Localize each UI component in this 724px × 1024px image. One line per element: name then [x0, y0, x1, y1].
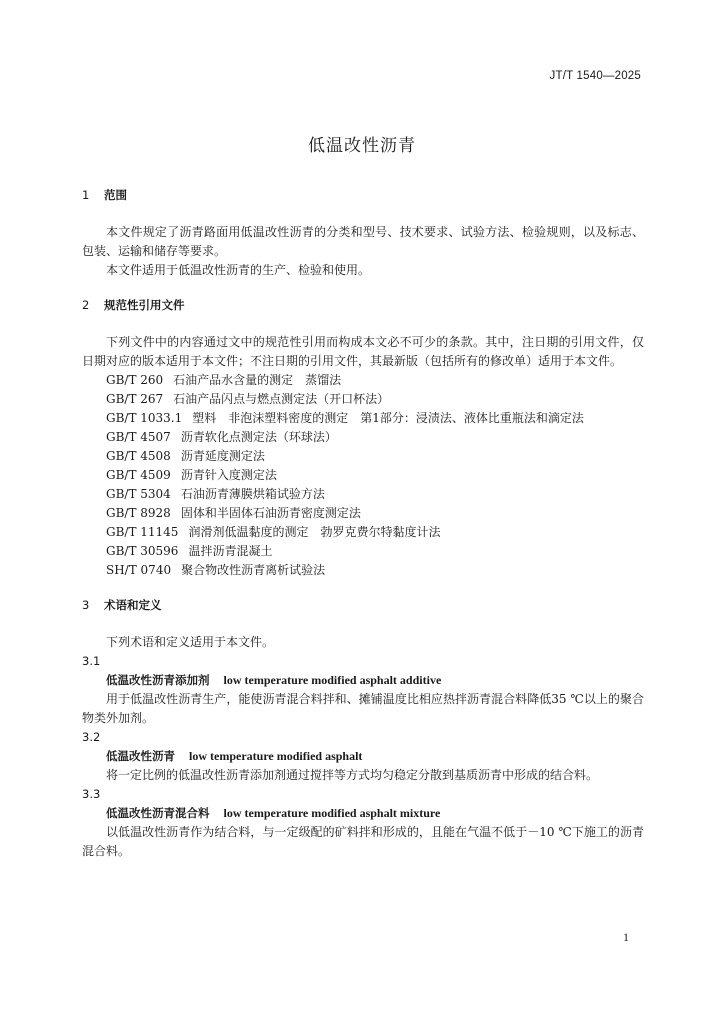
reference-item [82, 485, 644, 504]
term-number: 3.3 [82, 787, 101, 801]
term-chinese: 低温改性沥青混合料 [106, 806, 210, 820]
reference-code: GB/T 267 [106, 392, 164, 406]
section-normative-references [82, 296, 644, 580]
term-definition: 用于低温改性沥青生产，能使沥青混合料拌和、摊铺温度比相应热拌沥青混合料降低35 ℃以上的聚合物类外加剂。 [82, 692, 644, 725]
section-title: 规范性引用文件 [104, 298, 185, 312]
reference-item [82, 504, 644, 523]
reference-title: 沥青软化点测定法（环球法） [180, 430, 337, 444]
term-number: 3.1 [82, 654, 101, 668]
term-english: low temperature modified asphalt [189, 749, 363, 763]
paragraph: 下列文件中的内容通过文中的规范性引用而构成本文必不可少的条款。其中，注日期的引用文件，仅日期对应的版本适用于本文件；不注日期的引用文件，其最新版（包括所有的修改单）适用于本文件。 [82, 335, 644, 368]
section-number: 2 [82, 298, 90, 312]
reference-item [82, 409, 644, 428]
reference-code: GB/T 30596 [106, 544, 179, 558]
standard-code: JT/T 1540—2025 [549, 70, 641, 82]
reference-title: 沥青延度测定法 [180, 449, 265, 463]
reference-title: 塑料 非泡沫塑料密度的测定 第1部分：浸渍法、液体比重瓶法和滴定法 [192, 411, 584, 425]
reference-item [82, 466, 644, 485]
reference-item [82, 390, 644, 409]
reference-code: SH/T 0740 [106, 563, 172, 577]
reference-item [82, 447, 644, 466]
reference-list [82, 371, 644, 580]
reference-item [82, 428, 644, 447]
reference-title: 润滑剂低温黏度的测定 勃罗克费尔特黏度计法 [188, 525, 441, 539]
term-definition: 以低温改性沥青作为结合料，与一定级配的矿料拌和形成的，且能在气温不低于－10 ℃下施工的沥青混合料。 [82, 825, 644, 858]
reference-title: 石油沥青薄膜烘箱试验方法 [180, 487, 325, 501]
section-heading [82, 596, 644, 615]
reference-title: 石油产品水含量的测定 蒸馏法 [173, 373, 342, 387]
reference-title: 温拌沥青混凝土 [188, 544, 273, 558]
section-number: 1 [82, 188, 90, 202]
reference-item [82, 523, 644, 542]
section-heading [82, 296, 644, 315]
document-body [82, 186, 644, 877]
reference-title: 固体和半固体石油沥青密度测定法 [180, 506, 361, 520]
reference-title: 聚合物改性沥青离析试验法 [181, 563, 326, 577]
section-heading [82, 186, 644, 205]
reference-code: GB/T 8928 [106, 506, 171, 520]
reference-code: GB/T 11145 [106, 525, 179, 539]
document-title: 低温改性沥青 [308, 136, 416, 156]
reference-item [82, 561, 644, 580]
term-entry [82, 652, 644, 728]
term-entry [82, 728, 644, 785]
term-english: low temperature modified asphalt mixture [223, 806, 441, 820]
term-entry [82, 785, 644, 861]
section-title: 范围 [104, 188, 127, 202]
term-english: low temperature modified asphalt additive [223, 673, 442, 687]
term-chinese: 低温改性沥青添加剂 [106, 673, 210, 687]
reference-code: GB/T 260 [106, 373, 164, 387]
term-definition: 将一定比例的低温改性沥青添加剂通过搅拌等方式均匀稳定分散到基质沥青中形成的结合料。 [106, 768, 599, 782]
paragraph: 本文件规定了沥青路面用低温改性沥青的分类和型号、技术要求、试验方法、检验规则，以及标志、包装、运输和储存等要求。 [82, 225, 644, 258]
reference-code: GB/T 5304 [106, 487, 171, 501]
reference-title: 石油产品闪点与燃点测定法（开口杯法） [173, 392, 390, 406]
term-heading [82, 804, 644, 823]
reference-code: GB/T 4509 [106, 468, 171, 482]
term-number: 3.2 [82, 730, 101, 744]
paragraph: 本文件适用于低温改性沥青的生产、检验和使用。 [106, 263, 371, 277]
term-heading [82, 747, 644, 766]
page-number: 1 [623, 930, 629, 944]
reference-item [82, 542, 644, 561]
reference-code: GB/T 1033.1 [106, 411, 183, 425]
paragraph: 下列术语和定义适用于本文件。 [106, 635, 275, 649]
term-heading [82, 671, 644, 690]
reference-item [82, 371, 644, 390]
section-scope [82, 186, 644, 280]
section-terms-and-definitions [82, 596, 644, 861]
reference-code: GB/T 4508 [106, 449, 171, 463]
reference-code: GB/T 4507 [106, 430, 171, 444]
section-title: 术语和定义 [104, 598, 162, 612]
term-chinese: 低温改性沥青 [106, 749, 175, 763]
section-number: 3 [82, 598, 90, 612]
reference-title: 沥青针入度测定法 [180, 468, 277, 482]
